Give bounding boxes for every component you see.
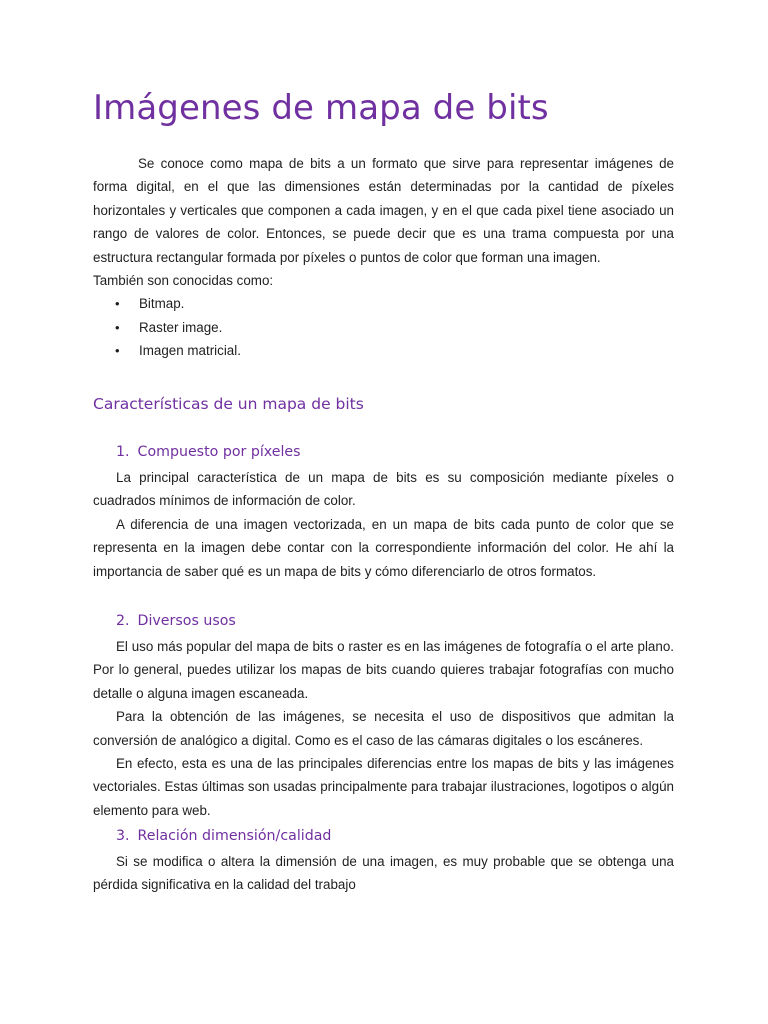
page-title: Imágenes de mapa de bits [93, 88, 549, 128]
body-paragraph: En efecto, esta es una de las principales diferencias entre los mapas de bits y las imágenes vectoriales. Estas últimas son usadas principalmente para trabajar ilustraciones, logotipos o algún elemento para web. [93, 756, 674, 818]
subsection-heading [116, 826, 331, 846]
bullet-icon: • [115, 296, 120, 312]
body-paragraph: A diferencia de una imagen vectorizada, en un mapa de bits cada punto de color que se representa en la imagen debe contar con la correspondiente información del color. He ahí la importancia de saber qué es un mapa de bits y cómo diferenciarlo de otros formatos. [93, 516, 674, 579]
subsection-number: 1. [116, 444, 130, 460]
body-paragraph: El uso más popular del mapa de bits o raster es en las imágenes de fotografía o el arte plano. Por lo general, puedes utilizar los mapas de bits cuando quieres trabajar fotografías con mucho detalle o alguna imagen escaneada. [93, 639, 674, 701]
intro-paragraph: Se conoce como mapa de bits a un formato que sirve para representar imágenes de forma digital, en el que las dimensiones están determinadas por la cantidad de píxeles horizontales y verticales que componen a cada imagen, y en el que cada pixel tiene asociado un rango de valores de color. Entonces, se puede decir que es una trama compuesta por una estructura rectangular formada por píxeles o puntos de color que forman una imagen. [93, 156, 674, 265]
subsection-title: Compuesto por píxeles [137, 444, 301, 460]
list-item [93, 339, 674, 362]
subsection-number: 3. [116, 828, 130, 844]
subsection-heading [116, 611, 236, 631]
intro-section [93, 152, 674, 363]
subsection-body [93, 466, 674, 583]
list-item [93, 292, 674, 315]
subsection-title: Diversos usos [137, 613, 236, 629]
section-heading: Características de un mapa de bits [93, 395, 364, 413]
body-paragraph: La principal característica de un mapa de bits es su composición mediante píxeles o cuadrados mínimos de información de color. [93, 470, 674, 509]
bullet-icon: • [115, 319, 120, 335]
list-item-text: Bitmap. [139, 296, 185, 312]
also-known-label: También son conocidas como: [93, 273, 274, 289]
subsection-body [93, 850, 674, 897]
bullet-icon: • [115, 343, 120, 359]
subsection-body [93, 635, 674, 822]
list-item [93, 316, 674, 339]
body-paragraph: Para la obtención de las imágenes, se necesita el uso de dispositivos que admitan la conversión de analógico a digital. Como es el caso de las cámaras digitales o los escáneres. [93, 709, 674, 748]
aliases-list [93, 292, 674, 362]
list-item-text: Raster image. [139, 319, 223, 335]
subsection-heading [116, 442, 301, 462]
subsection-number: 2. [116, 613, 130, 629]
list-item-text: Imagen matricial. [139, 343, 241, 359]
subsection-title: Relación dimensión/calidad [137, 828, 332, 844]
body-paragraph: Si se modifica o altera la dimensión de una imagen, es muy probable que se obtenga una pérdida significativa en la calidad del trabajo [93, 854, 674, 893]
